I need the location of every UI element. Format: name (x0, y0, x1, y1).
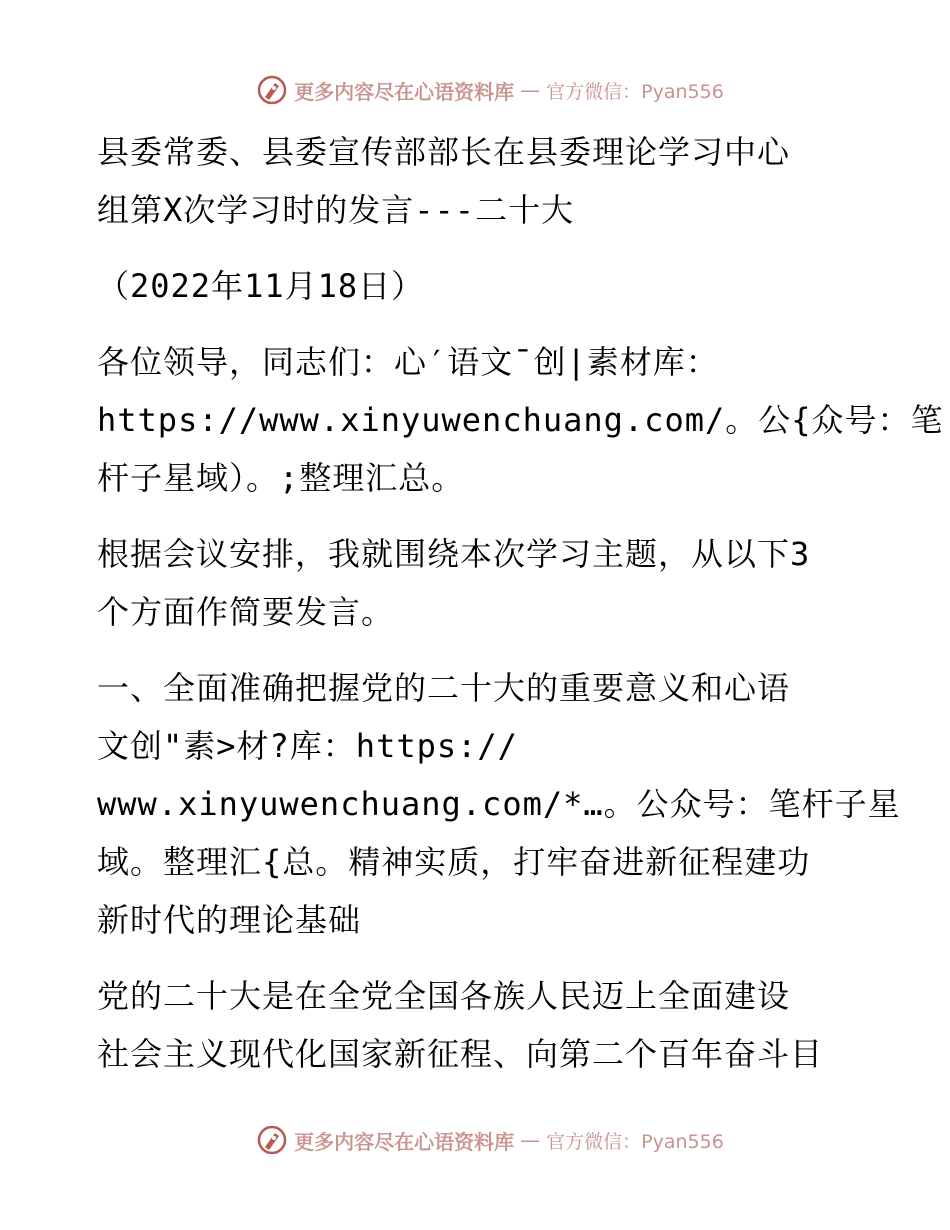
heading-1-line-4: 域。整理汇{总。精神实质，打牢奋进新征程建功 (97, 843, 811, 881)
heading-1-line-5: 新时代的理论基础 (97, 901, 362, 939)
heading-1-line-3: www.xinyuwenchuang.com/*…。公众号：笔杆子星 (97, 785, 901, 823)
banner-wechat: 官方微信：Pyan556 (546, 80, 724, 103)
banner-text: 更多内容尽在心语资料库 (294, 79, 515, 104)
paragraph-3-line-1: 党的二十大是在全党全国各族人民迈上全面建设 (97, 977, 791, 1015)
document-title-line-2: 组第X次学习时的发言---二十大 (97, 191, 575, 229)
document-title-line-1: 县委常委、县委宣传部部长在县委理论学习中心 (97, 133, 791, 171)
banner-wechat: 官方微信：Pyan556 (546, 1130, 724, 1153)
banner-dash: — (520, 1128, 541, 1152)
paragraph-2-line-1: 根据会议安排，我就围绕本次学习主题，从以下3 (97, 535, 811, 573)
header-watermark-banner (0, 70, 950, 110)
document-date: （2022年11月18日） (97, 267, 425, 305)
document-body (97, 123, 944, 1083)
paragraph-2-line-2: 个方面作简要发言。 (97, 593, 395, 631)
pen-nib-logo-icon (256, 74, 288, 106)
footer-watermark-banner (0, 1120, 950, 1160)
paragraph-1-line-2: https://www.xinyuwenchuang.com/。公{众号：笔 (97, 401, 944, 439)
paragraph-3-line-2: 社会主义现代化国家新征程、向第二个百年奋斗目 (97, 1035, 824, 1073)
paragraph-1-line-3: 杆子星域）。;整理汇总。 (97, 459, 465, 497)
heading-1-line-1: 一、全面准确把握党的二十大的重要意义和心语 (97, 669, 791, 707)
pen-nib-logo-icon (256, 1124, 288, 1156)
banner-dash: — (520, 78, 541, 102)
paragraph-1-line-1: 各位领导，同志们：心′语文¯创|素材库： (97, 343, 719, 381)
heading-1-line-2: 文创"素>材?库：https:// (97, 727, 518, 765)
banner-text: 更多内容尽在心语资料库 (294, 1129, 515, 1154)
